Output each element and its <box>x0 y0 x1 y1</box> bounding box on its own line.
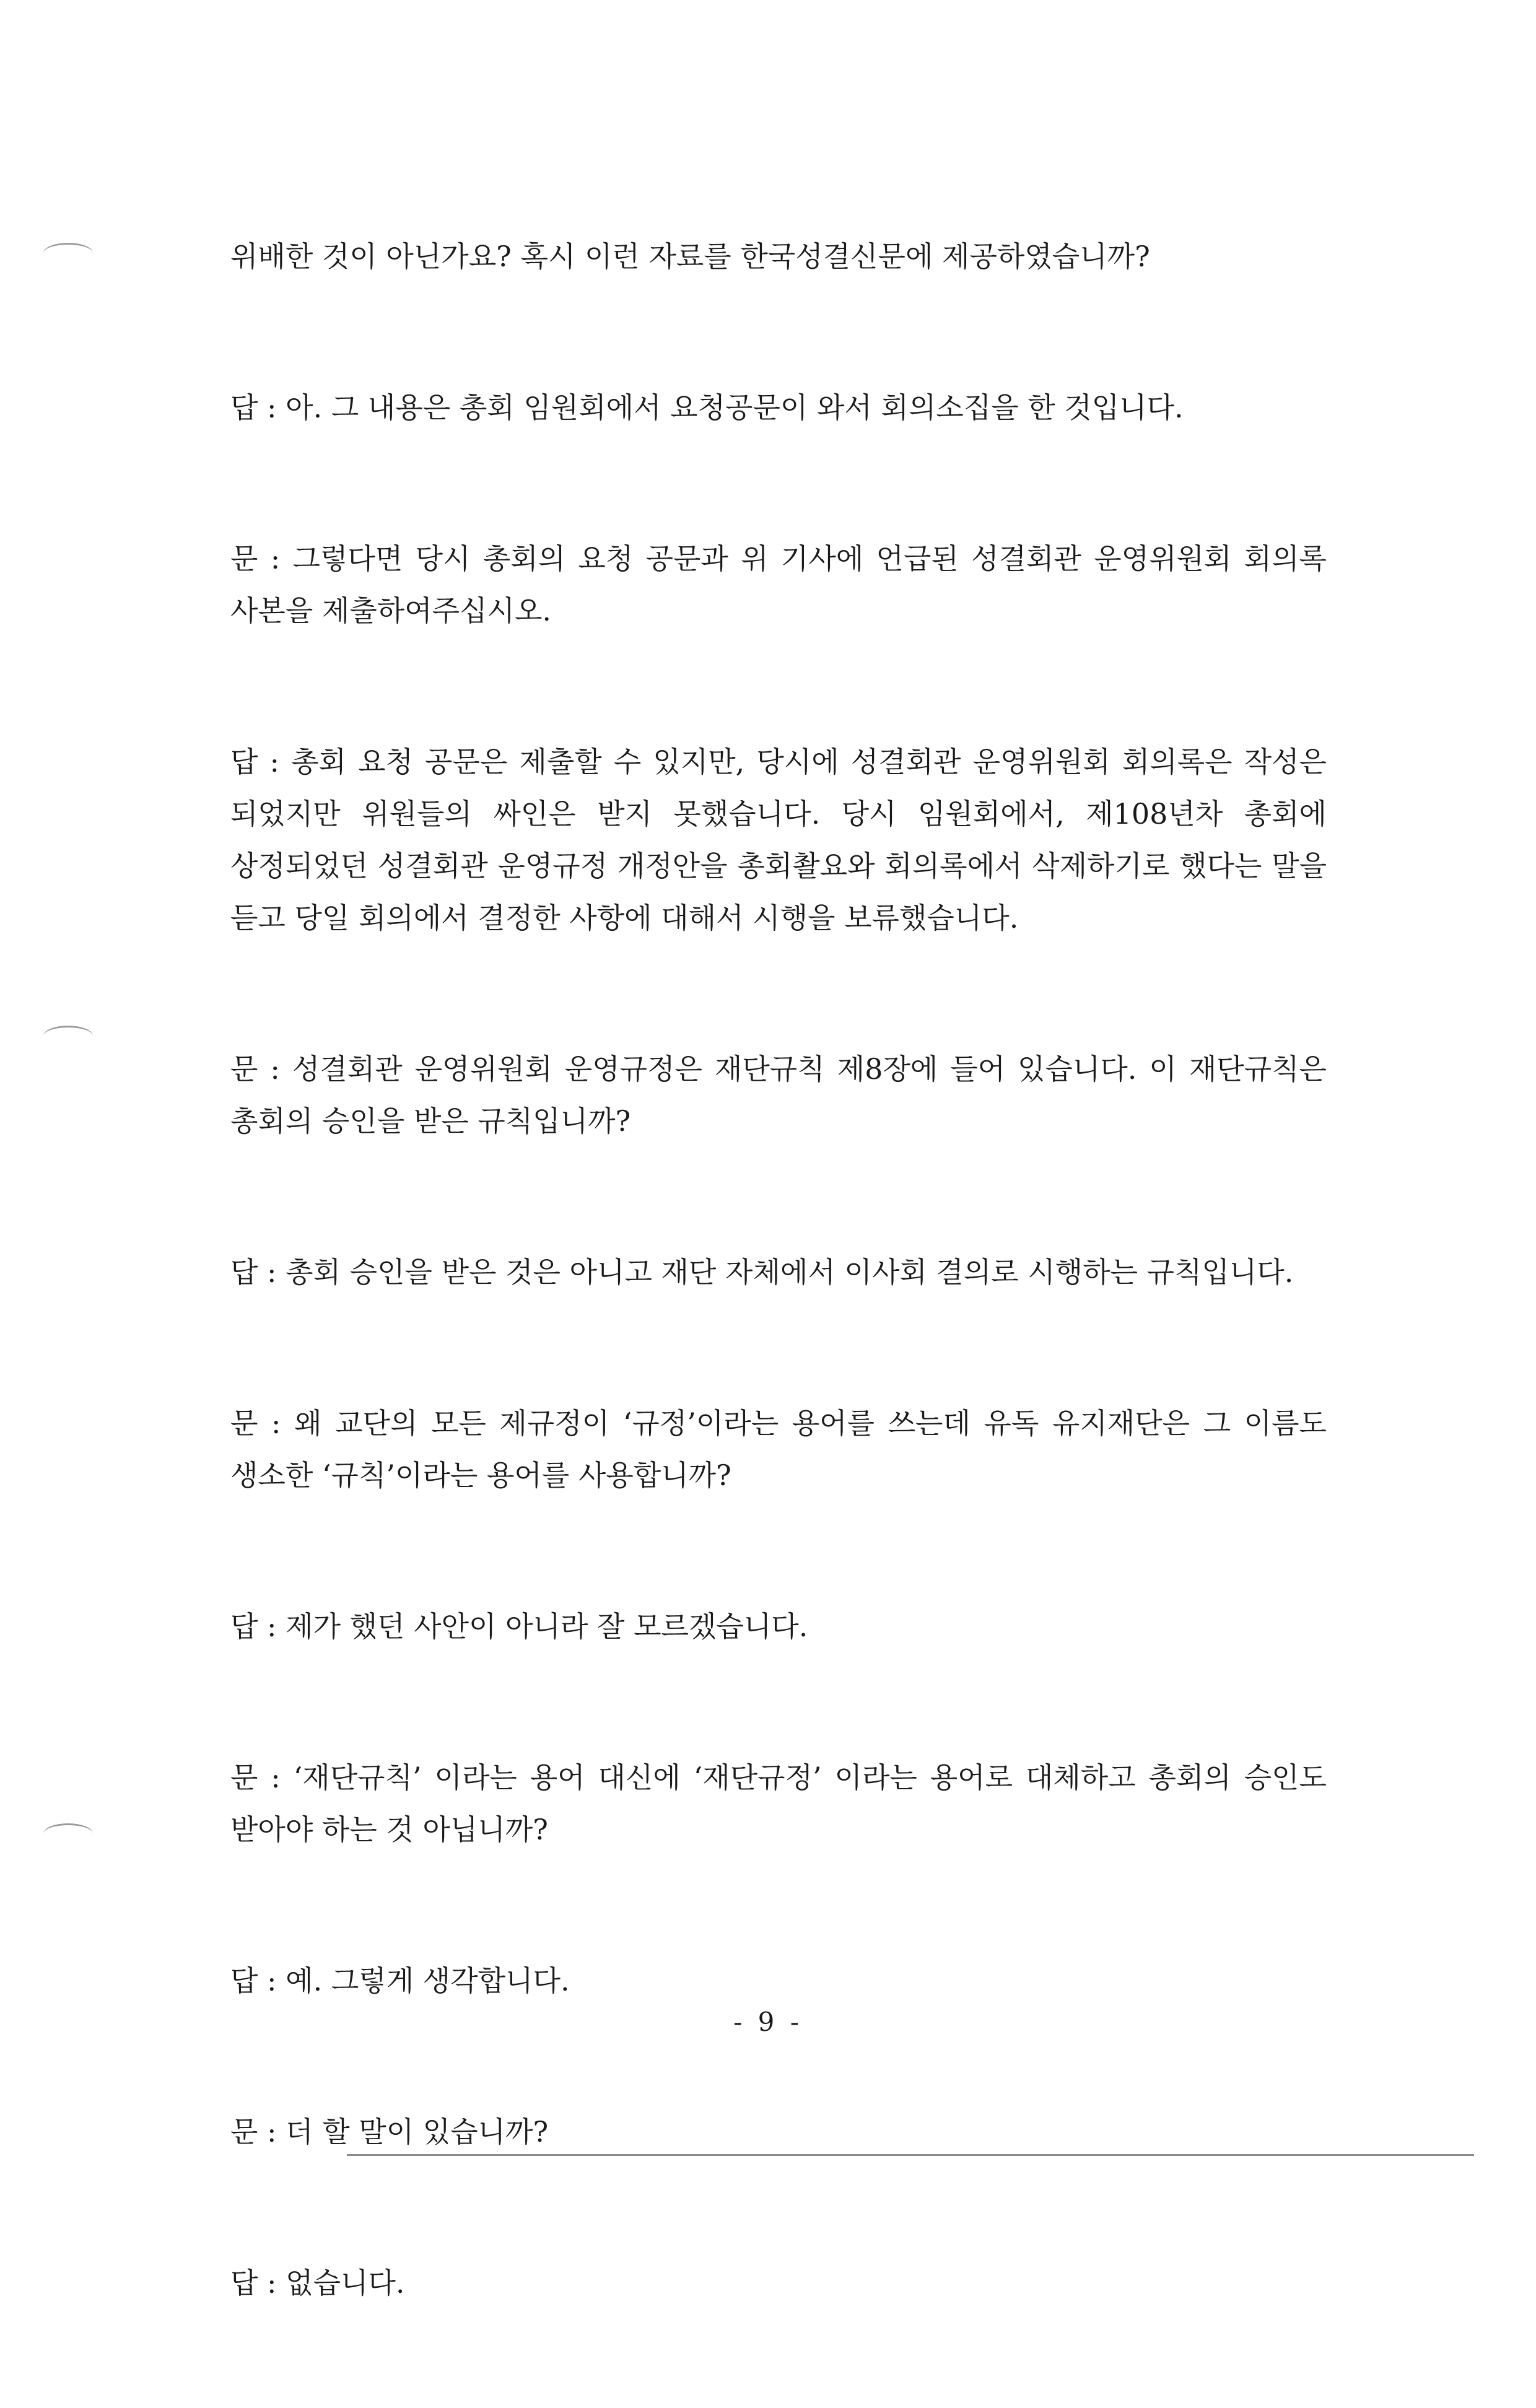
answer-paragraph: 답 : 아. 그 내용은 총회 임원회에서 요청공문이 와서 회의소집을 한 것입니다. <box>230 391 1184 424</box>
punch-hole-mark <box>43 1823 93 1844</box>
question-paragraph: 문 : ‘재단규칙’ 이라는 용어 대신에 ‘재단규정’ 이라는 용어로 대체하고 총회의 승인도 받아야 하는 것 아닙니까? <box>230 1761 1327 1846</box>
document-body <box>230 230 1327 2408</box>
page-number: - 9 - <box>733 2007 803 2037</box>
answer-paragraph: 답 : 총회 승인을 받은 것은 아니고 재단 자체에서 이사회 결의로 시행하는 규칙입니다. <box>230 1255 1294 1289</box>
punch-hole-mark <box>43 1026 93 1046</box>
answer-paragraph: 답 : 제가 했던 사안이 아니라 잘 모르겠습니다. <box>230 1610 808 1643</box>
question-paragraph: 문 : 성결회관 운영위원회 운영규정은 재단규칙 제8장에 들어 있습니다. 이 재단규칙은 총회의 승인을 받은 규칙입니까? <box>230 1052 1327 1138</box>
answer-paragraph: 답 : 총회 요청 공문은 제출할 수 있지만, 당시에 성결회관 운영위원회 회의록은 작성은 되었지만 위원들의 싸인은 받지 못했습니다. 당시 임원회에서, 제108년차 총회에 상정되었던 성결회관 운영규정 개정안을 총회촬요와 회의록에서 삭제하기로 했다는 말을 듣고 당일 회의에서 결정한 사항에 대해서 시행을 보류했습니다. <box>230 745 1327 935</box>
paragraph-continuation: 위배한 것이 아닌가요? 혹시 이런 자료를 한국성결신문에 제공하였습니까? <box>230 240 1150 273</box>
question-paragraph: 문 : 그렇다면 당시 총회의 요청 공문과 위 기사에 언급된 성결회관 운영위원회 회의록 사본을 제출하여주십시오. <box>230 542 1327 627</box>
answer-paragraph: 답 : 없습니다. <box>230 2266 405 2300</box>
scan-edge-line <box>347 2154 1474 2156</box>
question-paragraph: 문 : 더 할 말이 있습니까? <box>230 2115 549 2148</box>
punch-hole-mark <box>43 243 93 263</box>
answer-paragraph: 답 : 예. 그렇게 생각합니다. <box>230 1964 570 1997</box>
question-paragraph: 문 : 왜 교단의 모든 제규정이 ‘규정’이라는 용어를 쓰는데 유독 유지재단은 그 이름도 생소한 ‘규칙’이라는 용어를 사용합니까? <box>230 1407 1327 1492</box>
